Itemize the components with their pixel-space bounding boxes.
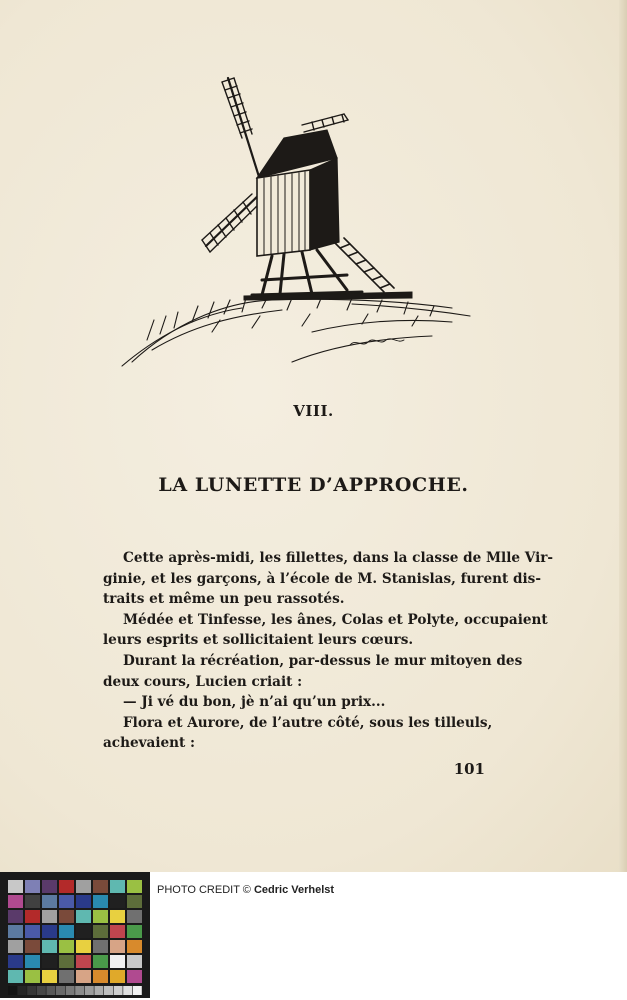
body-text (103, 548, 554, 754)
gray-patch (37, 986, 46, 995)
gray-patch (104, 986, 113, 995)
color-patch (76, 970, 91, 983)
text-line: Médée et Tinfesse, les ânes, Colas et Polyte, occupaient (123, 611, 548, 628)
page-number: 101 (453, 760, 485, 778)
gray-patch (8, 986, 17, 995)
gray-patch (27, 986, 36, 995)
photo-credit-name: Cedric Verhelst (253, 884, 335, 896)
page-edge (619, 0, 627, 872)
color-patch (127, 910, 142, 923)
photo-credit (157, 884, 334, 896)
gray-patch (123, 986, 132, 995)
color-patch (127, 925, 142, 938)
color-patch (59, 970, 74, 983)
color-patch (76, 925, 91, 938)
color-patch (25, 970, 40, 983)
color-patch (25, 955, 40, 968)
color-patch (42, 955, 57, 968)
color-patch (42, 910, 57, 923)
color-patch (76, 880, 91, 893)
color-patch (25, 925, 40, 938)
color-patch (25, 910, 40, 923)
color-patch (59, 940, 74, 953)
gray-patch (46, 986, 55, 995)
color-patch (42, 895, 57, 908)
text-line: leurs esprits et sollicitaient leurs cœurs. (103, 632, 414, 649)
color-patch (8, 880, 23, 893)
color-patch (93, 940, 108, 953)
gray-patch (133, 986, 142, 995)
color-patch (42, 880, 57, 893)
color-patch (8, 925, 23, 938)
windmill-illustration (112, 70, 482, 375)
gray-patch (94, 986, 103, 995)
color-patch (76, 940, 91, 953)
text-line: Cette après-midi, les fillettes, dans la classe de Mlle Vir- (123, 550, 554, 566)
color-patch (127, 955, 142, 968)
color-patch (93, 970, 108, 983)
paragraph (103, 692, 485, 713)
color-patch (93, 910, 108, 923)
color-patch (42, 970, 57, 983)
paragraph (103, 548, 554, 610)
color-patch (25, 895, 40, 908)
chapter-number: VIII. (293, 402, 334, 420)
color-patch (127, 940, 142, 953)
text-line: ginie, et les garçons, à l’école de M. Stanislas, furent dis- (103, 570, 541, 587)
color-patch (8, 970, 23, 983)
color-patch (42, 940, 57, 953)
color-patch (110, 940, 125, 953)
chapter-title: LA LUNETTE D’APPROCHE. (158, 474, 469, 496)
color-patch (76, 955, 91, 968)
color-patch (110, 970, 125, 983)
color-patch (8, 955, 23, 968)
color-patch (127, 880, 142, 893)
color-patch (110, 880, 125, 893)
color-patch (42, 925, 57, 938)
gray-patch (18, 986, 27, 995)
color-patch (76, 895, 91, 908)
windmill-icon (122, 78, 470, 366)
paragraph (103, 610, 548, 651)
gray-patch (56, 986, 65, 995)
color-patch (110, 925, 125, 938)
color-patch (93, 925, 108, 938)
color-calibration-chart (0, 872, 150, 998)
text-line: achevaient : (103, 735, 196, 752)
color-patch (8, 940, 23, 953)
gray-patch (85, 986, 94, 995)
color-patch (59, 925, 74, 938)
color-patch (59, 955, 74, 968)
color-patch (25, 880, 40, 893)
paragraph (103, 651, 523, 692)
gray-patch (75, 986, 84, 995)
color-patch (59, 895, 74, 908)
color-patch (110, 910, 125, 923)
text-line: traits et même un peu rassotés. (103, 591, 345, 608)
color-patch (59, 910, 74, 923)
color-patch (127, 895, 142, 908)
color-patch (93, 895, 108, 908)
color-patch (76, 910, 91, 923)
color-patch (110, 955, 125, 968)
gray-patch (114, 986, 123, 995)
text-line: — Ji vé du bon, jè n’ai qu’un prix... (123, 694, 386, 711)
gray-patch (66, 986, 75, 995)
color-patch (59, 880, 74, 893)
color-patch (8, 910, 23, 923)
text-line: deux cours, Lucien criait : (103, 673, 303, 690)
text-line: Durant la récréation, par-dessus le mur mitoyen des (123, 652, 523, 669)
photo-credit-label: PHOTO CREDIT © (157, 884, 251, 896)
color-patch (8, 895, 23, 908)
color-patch (93, 955, 108, 968)
color-patch (110, 895, 125, 908)
color-patch (93, 880, 108, 893)
color-patch (25, 940, 40, 953)
text-line: Flora et Aurore, de l’autre côté, sous les tilleuls, (123, 714, 493, 731)
color-patch (127, 970, 142, 983)
paragraph (103, 713, 493, 754)
